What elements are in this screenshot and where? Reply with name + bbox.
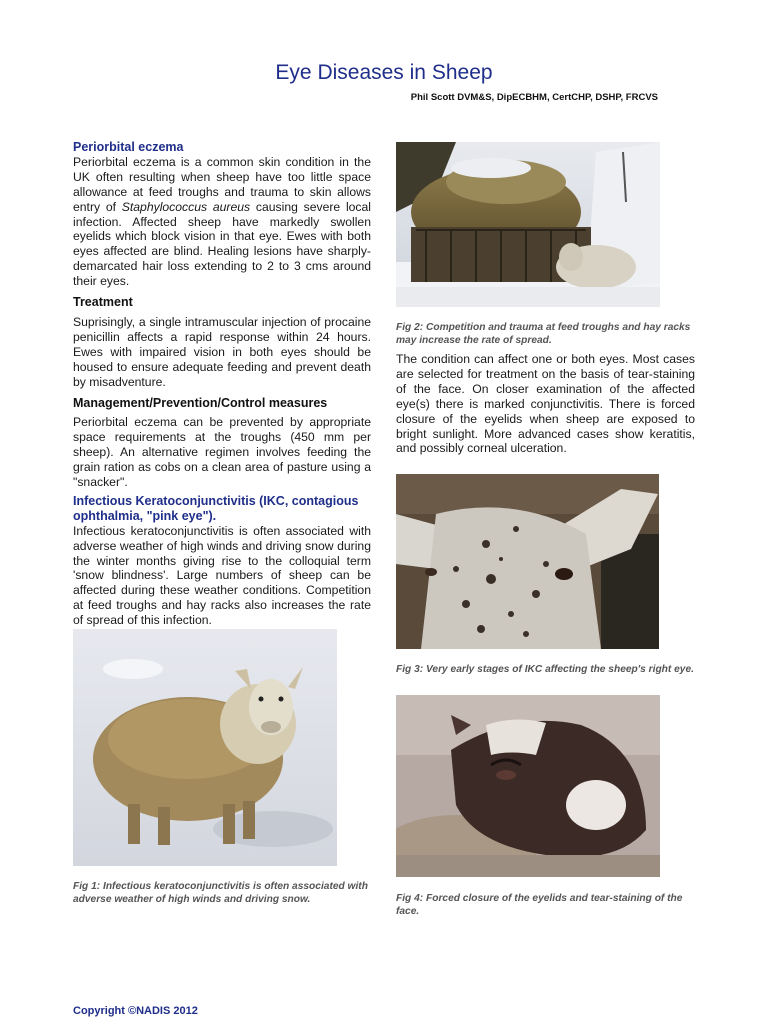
copyright-footer: Copyright ©NADIS 2012: [73, 1005, 198, 1017]
fig2-photo-hay-rack: [396, 142, 660, 307]
bacteria-name: Staphylococcus aureus: [121, 199, 251, 214]
condition-paragraph: The condition can affect one or both eyes. Most cases are selected for treatment on the basis of tear-staining of the face. On closer examination of the affected eye(s) there is marked conjunctivitis. There is forced closure of the eyelids when sheep are exposed to bright sunlight. More advanced cases show keratitis, and possibly corneal ulceration.: [396, 352, 695, 456]
ikc-paragraph: Infectious keratoconjunctivitis is often associated with adverse weather of high winds and driving snow during the winter months giving rise to the colloquial term 'snow blindness'. Large numbers of sheep can be affected during these weather conditions. Competition at feed troughs and hay racks also increases the rate of spread of this infection.: [73, 523, 371, 628]
periorbital-heading: Periorbital eczema: [73, 140, 184, 154]
treatment-paragraph: Suprisingly, a single intramuscular injection of procaine penicillin affects a rapid response within 24 hours. Ewes with impaired vision in both eyes should be housed to ensure adequate feeding and prevent death by misadventure.: [73, 314, 371, 389]
fig3-photo-sheep-face: [396, 474, 659, 649]
periorbital-text-part2: causing severe local infection. Affected sheep have markedly swollen eyelids which block vision in that eye. Ewes with both eyes affected are blind. Healing lesions have sharply-demarcated hair loss extending to 2 to 3 cms around their eyes.: [73, 199, 372, 289]
periorbital-text-part1: Periorbital eczema is a common skin condition in the UK often resulting when sheep have too little space allowance at feed troughs and trauma to skin allows entry of: [73, 154, 371, 214]
fig4-caption: Fig 4: Forced closure of the eyelids and tear-staining of the face.: [396, 893, 683, 917]
fig1-caption: Fig 1: Infectious keratoconjunctivitis is often associated with adverse weather of high winds and driving snow.: [73, 881, 368, 905]
fig2-caption: Fig 2: Competition and trauma at feed troughs and hay racks may increase the rate of spread.: [396, 322, 691, 346]
fig1-photo-sheep-in-snow: [73, 629, 337, 866]
fig3-caption: Fig 3: Very early stages of IKC affecting the sheep's right eye.: [396, 664, 694, 675]
left-column: [73, 140, 371, 628]
right-column-text: [396, 352, 695, 456]
author-credits: Phil Scott DVM&S, DipECBHM, CertCHP, DSHP, FRCVS: [410, 92, 658, 103]
management-paragraph: Periorbital eczema can be prevented by appropriate space requirements at the troughs (450 mm per sheep). An alternative regimen involves feeding the grain ration as cobs on a clean area of pasture using a "snacker".: [73, 415, 371, 490]
fig4-photo-closed-eye: [396, 695, 660, 877]
document-title: Eye Diseases in Sheep: [275, 61, 493, 84]
ikc-heading: Infectious Keratoconjunctivitis (IKC, contagious ophthalmia, "pink eye").: [73, 493, 359, 523]
management-heading: Management/Prevention/Control measures: [73, 395, 328, 410]
periorbital-paragraph: [73, 155, 371, 289]
treatment-heading: Treatment: [73, 295, 133, 310]
